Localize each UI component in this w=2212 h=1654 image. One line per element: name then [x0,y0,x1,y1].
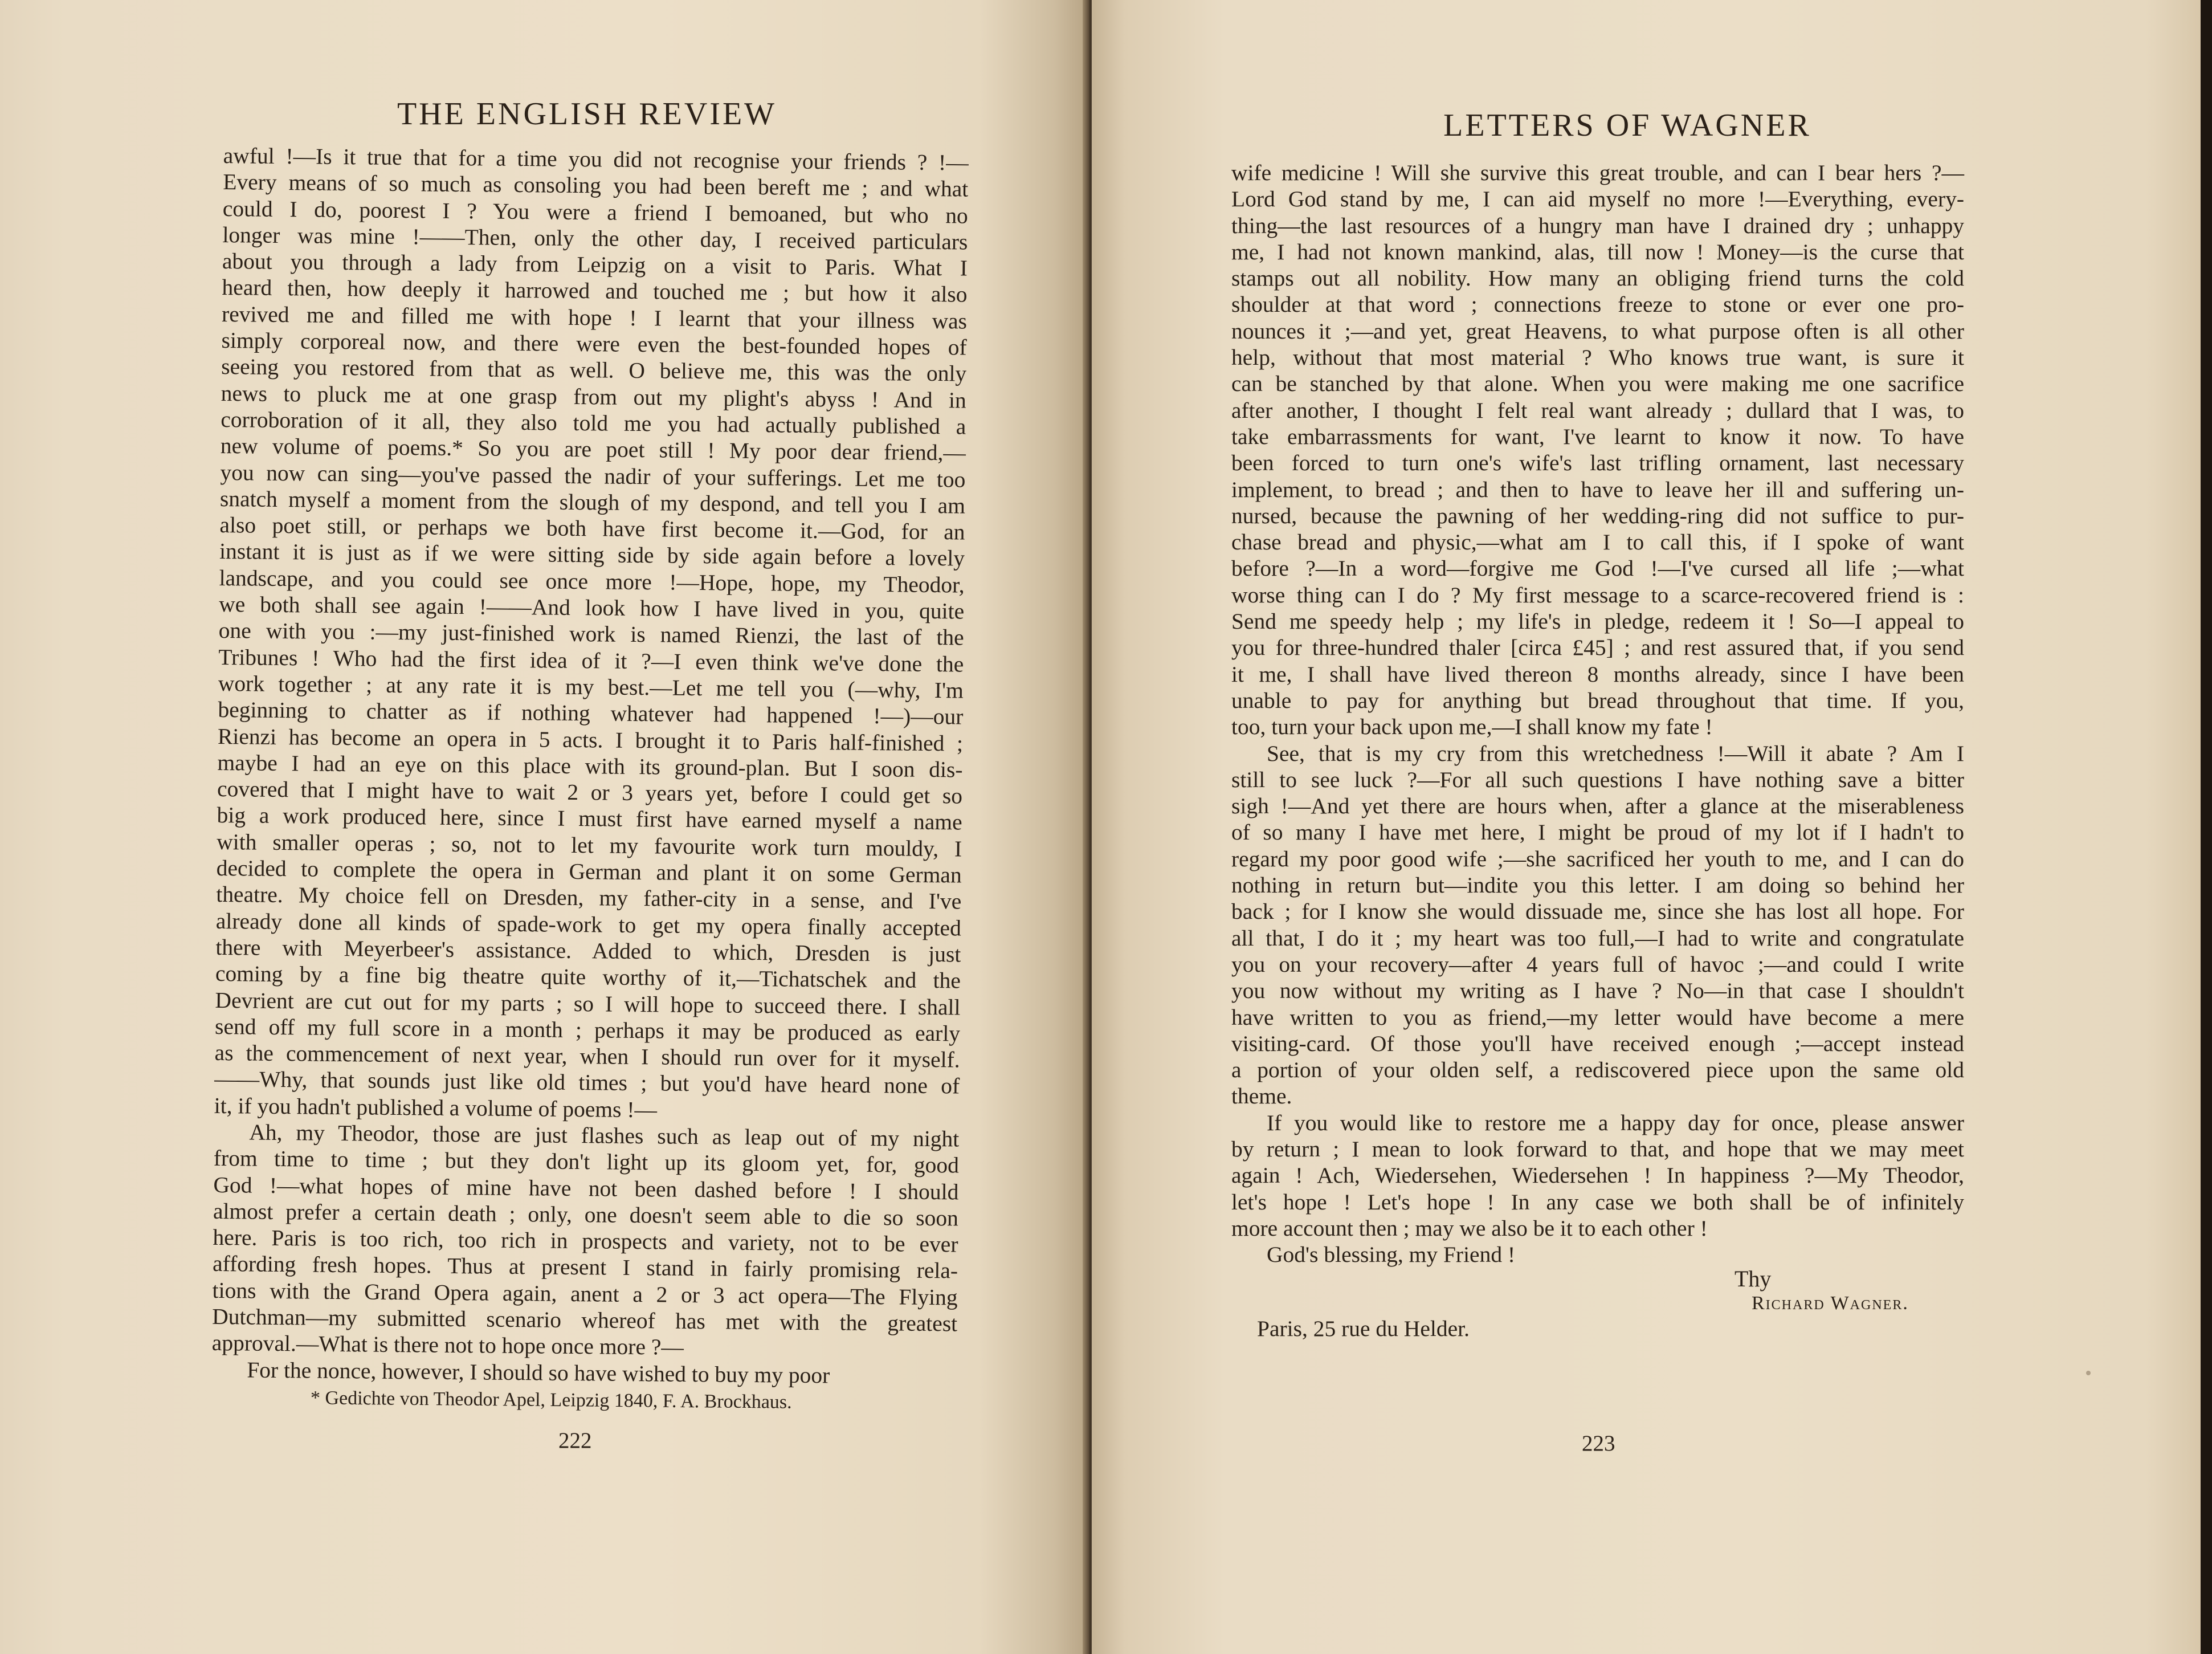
text-line: take embarrassments for want, I've learnt to know it now. To have [1231,423,1964,449]
page-number-right: 223 [1582,1431,1615,1456]
text-line: theatre. My choice fell on Dresden, my father-city in a sense, and I've [216,882,962,914]
text-line: God's blessing, my Friend ! [1267,1242,1516,1268]
text-line: Dutchman—my submitted scenario whereof has met with the greatest [212,1303,958,1337]
text-line: you now can sing—you've passed the nadir of your sufferings. Let me too [220,459,966,492]
text-line: by return ; I mean to look forward to that, and hope that we may meet [1231,1136,1964,1162]
text-line: visiting-card. Of those you'll have received enough ;—accept instead [1231,1030,1964,1056]
text-line: corroboration of it all, they also told me you had actually published a [221,406,966,439]
text-line: send off my full score in a month ; perhaps it may be produced as early [214,1013,961,1046]
text-line: have written to you as friend,—my letter would have become a mere [1231,1004,1964,1030]
text-line: here. Paris is too rich, too rich in prospects and variety, not to be ever [213,1225,958,1257]
text-line: simply corporeal now, and there were even the best-founded hopes of [221,328,967,360]
text-line: affording fresh hopes. Thus at present I stand in fairly promising rela- [212,1251,958,1284]
text-line: still to see luck ?—For all such questions I have nothing save a bitter [1231,767,1964,792]
text-line: it, if you hadn't published a volume of poems !— [214,1093,658,1123]
text-line: ——Why, that sounds just like old times ; but you'd have heard none of [214,1066,960,1099]
text-line: of so many I have met here, I might be proud of my lot if I hadn't to [1231,820,1964,845]
text-line: nursed, because the pawning of her wedding-ring did not suffice to pur- [1231,503,1964,528]
text-line: news to pluck me at one grasp from out my plight's abyss ! And in [221,380,966,413]
text-line: you now without my writing as I have ? No—in that case I shouldn't [1231,978,1964,1004]
text-line: can be stanched by that alone. When you were making me one sacrifice [1231,371,1964,397]
text-line: nounces it ;—and yet, great Heavens, to what purpose often is all other [1231,318,1964,344]
text-line: regard my poor good wife ;—she sacrificed her youth to me, and I can do [1231,846,1964,871]
text-line: there with Meyerbeer's assistance. Added to which, Dresden is just [215,934,961,967]
text-line: from time to time ; but they don't light up its gloom yet, for, good [213,1146,960,1178]
left-page [0,0,1087,1654]
text-line: a portion of your olden self, a rediscovered piece upon the same old [1231,1057,1964,1083]
text-line: worse thing can I do ? My first message to a scarce-recovered friend is : [1231,582,1964,608]
text-line: See, that is my cry from this wretchedness !—Will it abate ? Am I [1267,740,1964,766]
text-line: help, without that most material ? Who knows true want, is sure it [1231,345,1964,370]
text-line: tions with the Grand Opera again, anent a 2 or 3 act opera—The Flying [212,1277,958,1310]
text-line: sigh !—And yet there are hours when, after a glance at the miserableness [1231,793,1964,819]
running-head-right: LETTERS OF WAGNER [1443,108,1811,143]
text-line: you on your recovery—after 4 years full of havoc ;—and could I write [1231,951,1964,977]
text-line: snatch myself a moment from the slough of my despond, and tell you I am [219,486,966,519]
text-line: coming by a fine big theatre quite worthy of it,—Tichatschek and the [215,961,961,993]
text-line: big a work produced here, since I must first have earned myself a name [217,802,962,835]
text-line: we both shall see again !——And look how I have lived in you, quite [219,592,965,624]
text-line: theme. [1231,1083,1292,1109]
text-line: Devrient are cut out for my parts ; so I will hope to succeed there. I shall [215,987,961,1020]
text-line: implement, to bread ; and then to have to leave her ill and suffering un- [1231,476,1964,502]
text-line: it me, I shall have lived thereon 8 months already, since I have been [1231,661,1964,687]
text-line: If you would like to restore me a happy day for once, please answer [1267,1110,1964,1135]
letter-closing: Thy [1734,1266,1772,1292]
text-line: longer was mine !——Then, only the other day, I received particulars [222,222,968,255]
text-line: almost prefer a certain death ; only, one doesn't seem able to die so soon [213,1198,959,1231]
text-line: could I do, poorest I ? You were a friend I bemoaned, but who no [222,195,969,229]
text-line: For the nonce, however, I should so have wished to buy my poor [247,1357,830,1388]
text-line: Every means of so much as consoling you had been bereft me ; and what [223,169,969,202]
text-line: Rienzi has become an opera in 5 acts. I brought it to Paris half-finished ; [217,723,964,756]
text-line: me, I had not known mankind, alas, till now ! Money—is the curse that [1231,239,1964,264]
right-page-body [1231,160,1964,1268]
text-line: shoulder at that word ; connections freeze to stone or ever one pro- [1231,292,1964,317]
text-line: wife medicine ! Will she survive this great trouble, and can I bear hers ?— [1231,160,1964,185]
text-line: landscape, and you could see once more !—Hope, hope, my Theodor, [219,565,965,598]
letter-signature: Richard Wagner. [1752,1293,1909,1314]
text-line: also poet still, or perhaps we both have first become it.—God, for an [219,512,965,545]
text-line: stamps out all nobility. How many an obliging friend turns the cold [1231,266,1964,291]
text-line: awful !—Is it true that for a time you did not recognise your friends ? !— [223,142,969,176]
background-edge-right [2201,0,2212,1654]
text-line: thing—the last resources of a hungry man have I drained dry ; unhappy [1231,213,1964,238]
right-page [1092,0,2201,1654]
text-line: instant it is just as if we were sitting side by side again before a lovely [219,539,965,571]
text-line: beginning to chatter as if nothing whatever had happened !—)—our [218,697,964,730]
text-line: Ah, my Theodor, those are just flashes such as leap out of my night [249,1119,960,1152]
text-line: nothing in return but—indite you this letter. I am doing so behind her [1231,873,1964,898]
text-line: more account then ; may we also be it to each other ! [1231,1215,1708,1241]
text-line: seeing you restored from that as well. O believe me, this was the only [221,354,967,386]
text-line: you for three-hundred thaler [circa £45] ; and rest assured that, if you send [1231,635,1964,661]
text-line: too, turn your back upon me,—I shall know my fate ! [1231,714,1713,740]
text-line: decided to complete the opera in German and plant it on some German [216,855,962,888]
text-line: Send me speedy help ; my life's in pledge, redeem it ! So—I appeal to [1231,609,1964,634]
letter-address: Paris, 25 rue du Helder. [1257,1316,1470,1341]
running-head-left: THE ENGLISH REVIEW [397,96,777,132]
text-line: approval.—What is there not to hope once more ?— [211,1330,684,1360]
text-line: about you through a lady from Leipzig on a visit to Paris. What I [222,248,968,281]
text-line: again ! Ach, Wiedersehen, Wiedersehen ! In happiness ?—My Theodor, [1231,1163,1964,1188]
text-line: maybe I had an eye on this place with its ground-plan. But I soon dis- [217,749,963,783]
text-line: with smaller operas ; so, not to let my favourite work turn mouldy, I [217,829,962,862]
text-line: let's hope ! Let's hope ! In any case we both shall be of infinitely [1231,1189,1964,1215]
text-line: been forced to turn one's wife's last trifling ornament, last necessary [1231,450,1964,476]
text-line: chase bread and physic,—what am I to call this, if I spoke of want [1231,529,1964,555]
text-line: revived me and filled me with hope ! I learnt that your illness was [221,301,968,334]
text-line: after another, I thought I felt real want already ; dullard that I was, to [1231,397,1964,423]
text-line: all that, I do it ; my heart was too full,—I had to write and congratulate [1231,925,1964,951]
footnote: * Gedichte von Theodor Apel, Leipzig 1840, F. A. Brockhaus. [310,1387,792,1413]
text-line: as the commencement of next year, when I should run over for it myself. [214,1040,960,1073]
paper-speck [2086,1371,2091,1375]
text-line: Tribunes ! Who had the first idea of it ?—I even think we've done the [218,644,964,677]
text-line: back ; for I know she would dissuade me, since she has lost all hope. For [1231,899,1964,924]
text-line: before ?—In a word—forgive me God !—I've cursed all life ;—what [1231,556,1964,581]
text-line: one with you :—my just-finished work is named Rienzi, the last of the [218,618,964,650]
text-line: work together ; at any rate it is my best.—Let me tell you (—why, I'm [218,670,964,703]
text-line: covered that I might have to wait 2 or 3 years yet, before I could get so [217,776,963,809]
text-line: heard then, how deeply it harrowed and touched me ; but how it also [222,275,968,308]
text-line: unable to pay for anything but bread throughout that time. If you, [1231,687,1964,713]
left-page-body [211,142,969,1390]
text-line: already done all kinds of spade-work to get my opera finally accepted [215,908,962,941]
text-line: God !—what hopes of mine have not been dashed before ! I should [213,1172,959,1205]
page-number-left: 222 [558,1428,592,1453]
text-line: Lord God stand by me, I can aid myself no more !—Everything, every- [1231,186,1964,212]
text-line: new volume of poems.* So you are poet still ! My poor dear friend,— [220,433,966,466]
